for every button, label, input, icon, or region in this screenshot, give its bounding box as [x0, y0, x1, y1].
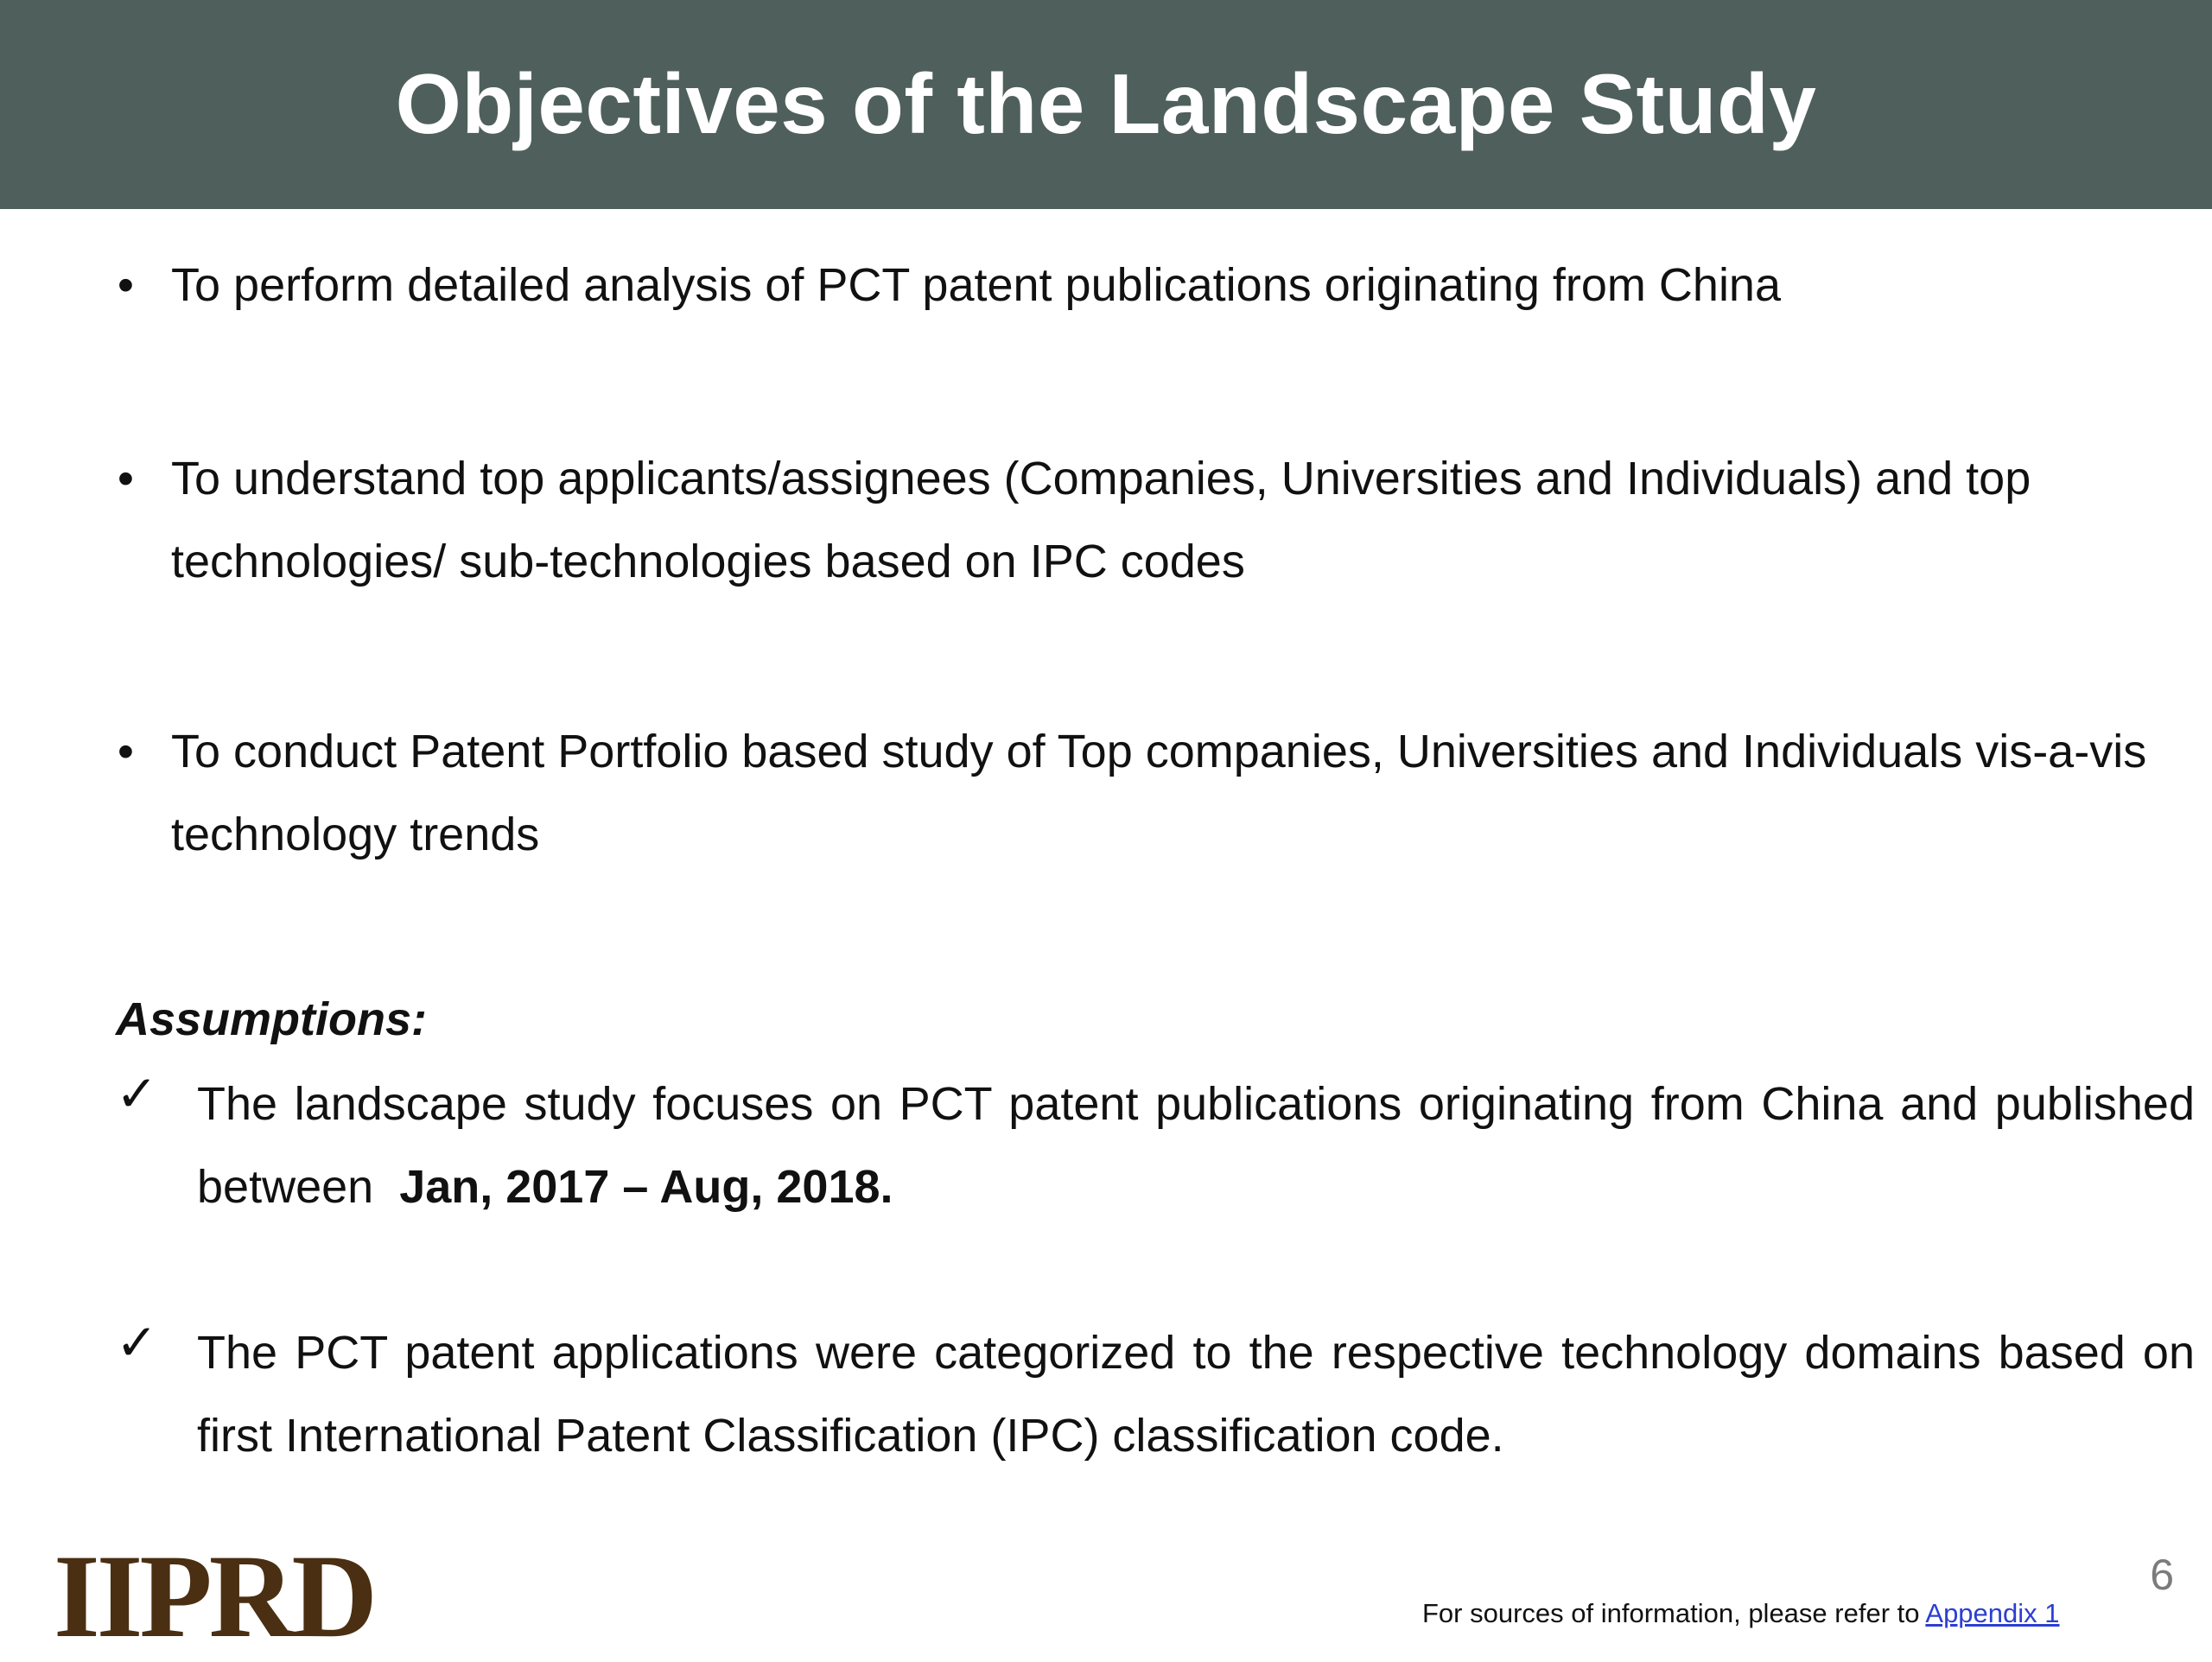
slide-header	[0, 0, 2212, 209]
objective-text: To perform detailed analysis of PCT patent publications originating from China	[171, 259, 1781, 311]
assumption-text	[197, 1063, 2195, 1228]
sources-note	[1422, 1595, 2060, 1633]
assumption-text-before: The landscape study focuses on PCT patent publications originating from China and published between	[197, 1078, 2195, 1213]
bullet-marker: •	[118, 726, 134, 777]
date-range: Jan, 2017 – Aug, 2018.	[399, 1161, 893, 1213]
slide-title: Objectives of the Landscape Study	[395, 55, 1817, 151]
assumptions-heading: Assumptions:	[116, 993, 428, 1045]
page-number: 6	[2150, 1551, 2174, 1599]
bullet-marker: •	[118, 259, 134, 311]
check-icon: ✓	[116, 1064, 158, 1123]
logo-wordmark: IIPRD	[54, 1530, 375, 1662]
objective-text: To conduct Patent Portfolio based study of Top companies, Universities and Individuals vis-a-vis technology trends	[171, 726, 2147, 860]
assumption-text: The PCT patent applications were categorized to the respective technology domains based on first International Patent Classification (IPC) classification code.	[197, 1327, 2195, 1462]
appendix-link[interactable]: Appendix 1	[1925, 1598, 2060, 1628]
objective-text: To understand top applicants/assignees (Companies, Universities and Individuals) and top technologies/ sub-technologies based on IPC codes	[171, 453, 2031, 587]
sources-note-text: For sources of information, please refer to	[1422, 1598, 1920, 1628]
bullet-marker: •	[118, 453, 134, 504]
iiprd-logo	[54, 1530, 375, 1662]
check-icon: ✓	[116, 1313, 158, 1372]
